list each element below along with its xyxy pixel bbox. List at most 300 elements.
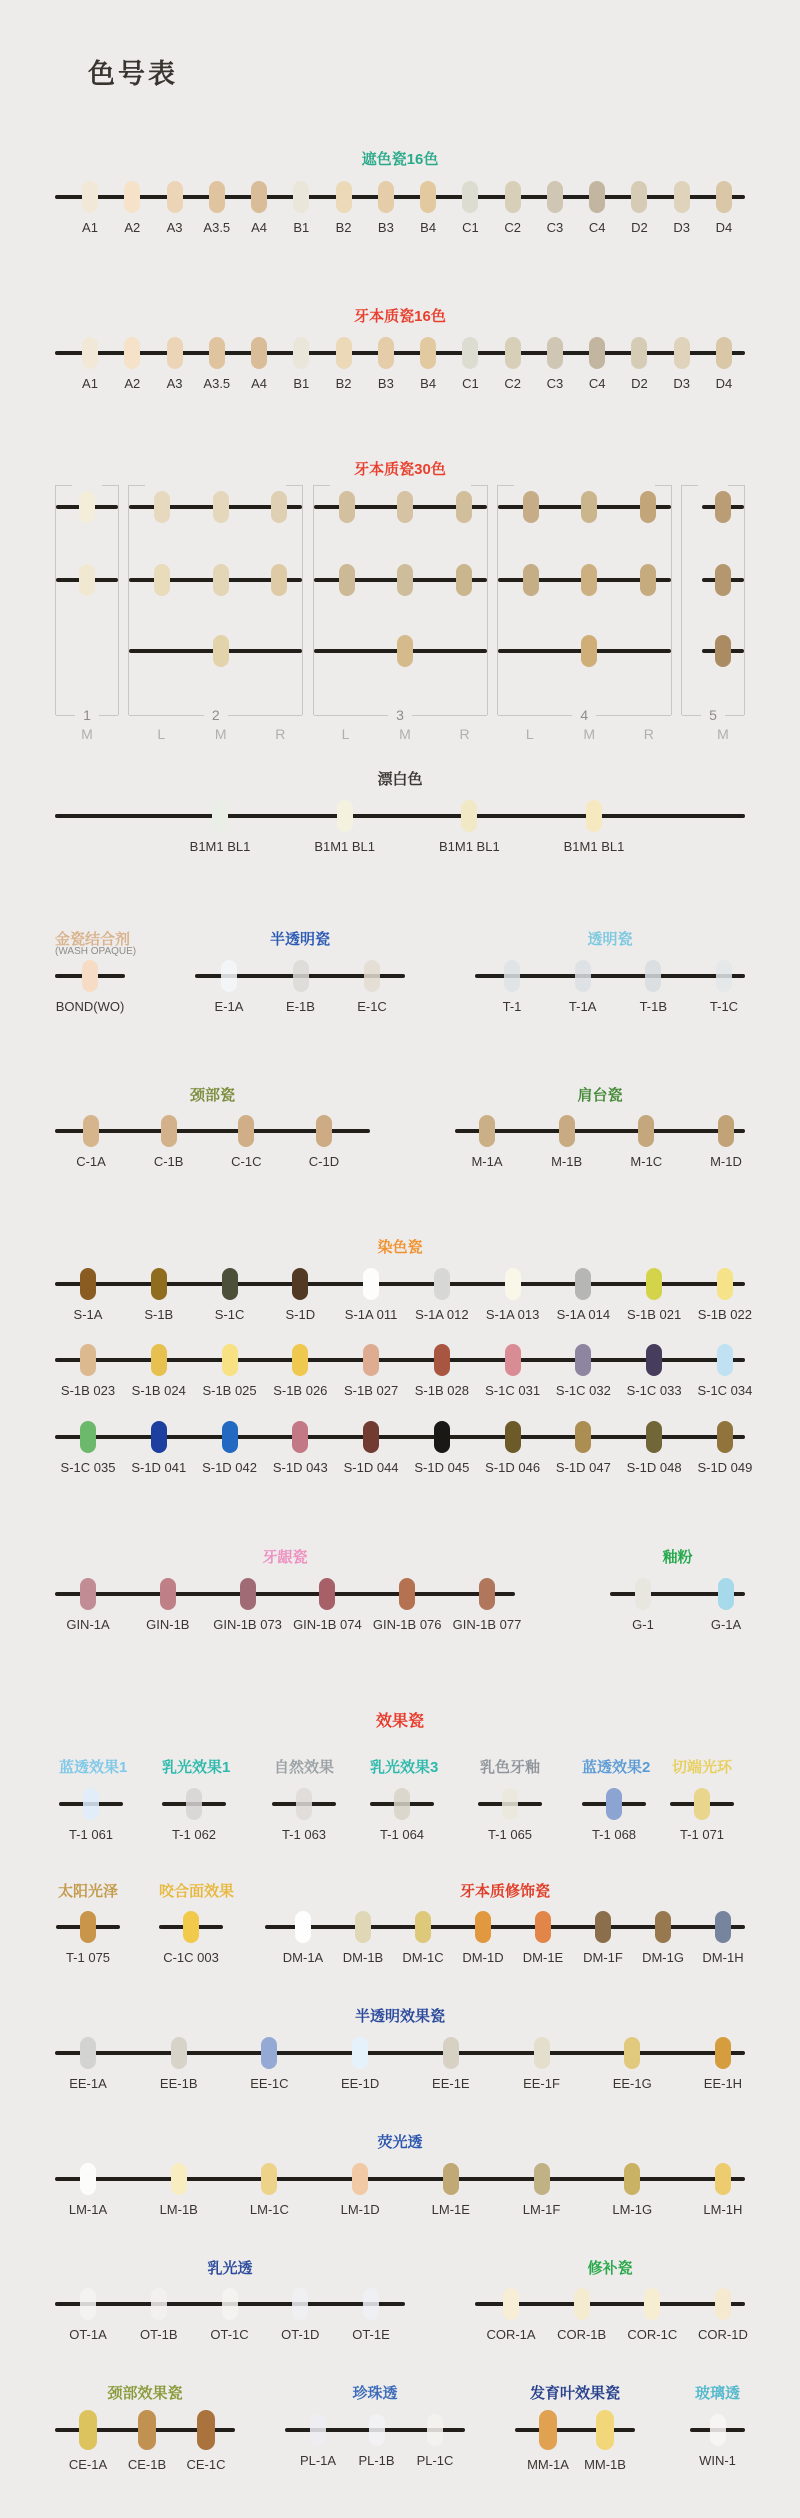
shade-tab [539,2410,557,2450]
shade-tab [79,564,95,596]
shade-tab-item [462,337,478,392]
shade-tab-label: B4 [420,376,437,391]
shade-tab-item [352,2288,390,2343]
shade-tab-label: OT-1C [210,2327,249,2342]
shade-tab-label: DM-1F [583,1950,623,1965]
shade-tab [535,1911,551,1943]
shade-row [56,491,118,546]
shade-tab [352,2163,368,2195]
section-glaze [610,1548,745,1633]
column-letter: R [275,726,286,742]
glass-title: 玻璃透 [694,2385,740,2402]
shade-tab-label: A2 [124,376,141,391]
shade-tab-label: S-1D 041 [131,1460,187,1475]
shade-tab [271,564,287,596]
shade-tab-item [589,337,605,392]
shade-tab [456,564,472,596]
section-semi-transparent [195,930,405,1015]
effect-halo-title: 切端光环 [671,1759,732,1776]
shade-tab-item [547,181,563,236]
section-sun-luster [56,1882,120,1966]
shade-tab-label: B3 [377,376,394,391]
shade-tab-label: S-1D [285,1307,316,1322]
shade-tab-item [124,181,140,236]
group-position-row [497,726,672,742]
shade-tab [82,181,98,213]
section-transparent [475,930,745,1015]
shade-tab-label: DM-1B [342,1950,384,1965]
bracket-line [129,715,204,716]
shade-tab-label: B1M1 BL1 [563,839,625,854]
shade-tab-item [127,2410,167,2473]
shade-tab [716,181,732,213]
shade-tab [369,2414,385,2446]
shade-tab-item [214,1268,245,1323]
transparent-title: 透明瓷 [587,931,633,948]
shade-tab-item [583,1911,623,1966]
shade-tab-item [82,181,98,236]
shade-tab [292,2288,308,2320]
shade-tab-item [563,800,625,855]
column-letter: M [717,726,729,742]
shade-row [55,1421,753,1476]
section-effect-opal1 [162,1758,231,1843]
shade-tab-item [189,800,251,855]
shade-tab-item [414,1344,469,1399]
shade-tab-item [68,2163,108,2218]
shade-tab-label: B2 [335,220,352,235]
shade-tab [505,1268,521,1300]
column-letter: R [459,726,470,742]
shade-tab [581,491,597,523]
shade-tab-item [627,1268,682,1323]
shade-tab-item [471,1115,503,1170]
shade-tab-item [213,1578,282,1633]
shade-row [498,491,671,546]
shade-tab [718,1115,734,1147]
margin-title: 肩台瓷 [577,1087,623,1104]
shade-tab-item [402,1911,444,1966]
shade-tab-item [249,2163,289,2218]
shade-tab [716,337,732,369]
group-number: 2 [211,707,220,723]
shade-row [455,1115,745,1170]
section-effect-blue2 [582,1758,651,1843]
opaque-16-title: 遮色瓷16色 [361,151,439,168]
shade-row [162,1788,226,1843]
shade-tab [456,491,472,523]
shade-tab-item [584,2410,626,2473]
shade-line [455,1129,745,1133]
column-letter: M [583,726,596,742]
shade-tab-item [340,2037,380,2092]
shade-tab [336,337,352,369]
shade-tab-label: S-1A 011 [344,1307,398,1322]
shade-tab-label: S-1B [144,1307,174,1322]
shade-tab-label: D4 [715,376,733,391]
shade-row [56,1911,120,1966]
shade-group-5 [681,485,745,742]
shade-tab [502,1788,518,1820]
shade-row [498,635,671,690]
shade-tab-label: T-1 [502,999,522,1014]
shade-tab [363,1268,379,1300]
shade-row [702,491,744,546]
group-number: 1 [83,707,91,723]
shade-tab-label: T-1 061 [68,1827,114,1842]
shade-tab [635,1578,651,1610]
shade-tab [167,337,183,369]
shade-tab-item [273,1344,328,1399]
shade-tab [715,2037,731,2069]
shade-tab-label: MM-1B [584,2457,626,2472]
shade-tab [295,1911,311,1943]
shade-tab-item [523,2037,560,2092]
shade-tab [151,1421,167,1453]
shade-tab-label: S-1B 023 [60,1383,116,1398]
shade-tab-item [202,1421,257,1476]
shade-tab [479,1578,495,1610]
shade-tab-label: C3 [546,376,564,391]
shade-tab [238,1115,254,1147]
shade-tab-item [372,1578,442,1633]
section-stain [55,1238,753,1476]
shade-tab-item [69,2037,107,2092]
group-number-row [682,707,744,723]
shade-tab [586,800,602,832]
shade-tab-item [286,960,315,1015]
shade-tab-label: S-1B 025 [202,1383,257,1398]
section-gingival [55,1548,522,1633]
shade-tab-item [167,337,183,392]
shade-tab-item [358,2414,395,2469]
section-pearl [285,2384,465,2469]
shade-tab-label: S-1B 027 [343,1383,399,1398]
shade-row [314,491,487,546]
semi-transparent-effect-title: 半透明效果瓷 [354,2008,445,2025]
shade-tab-item [339,491,355,546]
shade-tab [222,1344,238,1376]
shade-tab [316,1115,332,1147]
shade-tab-item [213,564,229,619]
shade-tab-item [551,1115,583,1170]
shade-tab [644,2288,660,2320]
shade-tab [222,2288,238,2320]
shade-tab [547,337,563,369]
shade-tab-item [674,181,690,236]
bracket-line [314,715,389,716]
shade-tab-item [144,1268,174,1323]
section-effect-enamel [478,1758,542,1843]
shade-tab-item [203,181,231,236]
shade-tab [717,1421,733,1453]
shade-tab-label: C-1B [153,1154,184,1169]
shade-tab [574,2288,590,2320]
shade-tab-item [679,1788,725,1843]
shade-row [478,1788,542,1843]
shade-tab [505,181,521,213]
shade-tab-item [357,960,387,1015]
shade-line [55,2051,745,2055]
shade-tab-label: BOND(WO) [55,999,125,1014]
shade-row [55,960,125,1015]
shade-row [55,1344,753,1399]
shade-line [265,1925,745,1929]
shade-tab [80,2288,96,2320]
shade-tab [80,2037,96,2069]
shade-tab-item [282,1911,324,1966]
shade-tab-item [378,181,394,236]
shade-tab [79,491,95,523]
shade-tab-item [568,960,597,1015]
shade-tab [443,2163,459,2195]
shade-tab-item [523,564,539,619]
shade-tab-label: GIN-1B [146,1617,190,1632]
shade-tab-label: S-1B 028 [414,1383,469,1398]
shade-tab-item [626,1421,682,1476]
section-effects [0,1712,800,1732]
shade-tab [575,1268,591,1300]
shade-tab [80,1578,96,1610]
shade-tab-label: LM-1F [522,2202,561,2217]
shade-tab-item [505,337,521,392]
shade-tab-item [251,337,267,392]
shade-tab-item [527,2410,569,2473]
effect-opal1-title: 乳光效果1 [162,1759,231,1776]
shade-tab-label: A1 [82,220,98,235]
shade-tab-label: G-1A [710,1617,742,1632]
shade-tab-label: B1 [293,376,310,391]
shade-tab [624,2037,640,2069]
column-letter: L [525,726,534,742]
group-number-row [129,707,302,723]
shade-tab-label: B1M1 BL1 [438,839,500,854]
shade-tab-label: PL-1A [299,2453,337,2468]
shade-tab-label: S-1D 045 [414,1460,470,1475]
shade-tab [397,564,413,596]
shade-tab [710,2414,726,2446]
section-bleach [55,770,745,855]
shade-group-1 [55,485,119,742]
section-effect-blue1 [59,1758,128,1843]
shade-tab [715,635,731,667]
shade-tab-label: D2 [631,220,648,235]
shade-tab-item [131,1421,187,1476]
shade-tab-item [82,337,98,392]
shade-tab-item [379,1788,425,1843]
shade-tab-item [612,2037,652,2092]
shade-tab-label: LM-1G [612,2202,653,2217]
shade-tab [503,2288,519,2320]
shade-tab-item [154,564,170,619]
shade-tab-label: COR-1A [486,2327,536,2342]
shade-tab-label: C-1C 003 [163,1950,219,1965]
shade-tab-label: T-1 065 [487,1827,533,1842]
shade-tab-item [631,337,647,392]
shade-tab-item [66,1578,110,1633]
shade-row [129,635,302,690]
gingival-title: 牙龈瓷 [262,1549,308,1566]
shade-tab-label: E-1A [214,999,244,1014]
shade-tab [209,181,225,213]
shade-tab-label: GIN-1B 073 [213,1617,282,1632]
shade-tab-item [60,1421,116,1476]
shade-tab-item [159,2163,198,2218]
shade-row [129,564,302,619]
group-number-row [56,707,118,723]
shade-tab-label: D4 [715,220,733,235]
shade-tab [646,1344,662,1376]
shade-tab-item [68,1788,114,1843]
shade-tab-item [456,491,472,546]
shade-tab-item [557,2288,607,2343]
shade-tab [674,337,690,369]
shade-tab [504,960,520,992]
shade-tab-label: M-1C [630,1154,663,1169]
shade-tab-label: S-1B 026 [273,1383,328,1398]
shade-tab-label: S-1C 032 [555,1383,611,1398]
shade-row [55,1578,522,1633]
shade-tab-item [547,337,563,392]
opal-translucent-title: 乳光透 [207,2260,253,2277]
shade-tab [167,181,183,213]
dentin-16-title: 牙本质瓷16色 [354,308,446,325]
shade-tab-item [522,2163,561,2218]
shade-groups [55,485,745,742]
shade-tab [80,1421,96,1453]
shade-tab [674,181,690,213]
shade-tab-label: EE-1G [612,2076,652,2091]
shade-tab [363,2288,379,2320]
shade-tab-item [702,1911,744,1966]
shade-tab-item [555,1421,611,1476]
section-opal-translucent [55,2259,405,2343]
shade-tab-label: B1 [293,220,310,235]
shade-tab-item [697,1344,753,1399]
shade-tab-item [281,1788,327,1843]
cervical-title: 颈部瓷 [189,1087,235,1104]
shade-tab [222,1421,238,1453]
shade-tab-label: LM-1H [703,2202,743,2217]
section-fluorescent [55,2133,745,2218]
effect-natural-title: 自然效果 [273,1759,334,1776]
shade-tab-label: LM-1A [68,2202,108,2217]
shade-tab-label: EE-1B [159,2076,198,2091]
shade-tab-label: S-1D 043 [272,1460,328,1475]
shade-tab-item [420,181,436,236]
bond-title: 金瓷结合剂 [55,931,131,948]
shade-tab-label: E-1C [357,999,387,1014]
shade-tab-label: S-1C [214,1307,245,1322]
shade-tab-item [697,1268,752,1323]
shade-tab-label: DM-1D [462,1950,504,1965]
shade-tab-item [163,1911,219,1966]
shade-tab-label: A4 [251,220,268,235]
shade-tab-item [68,2410,108,2473]
shade-tab-label: OT-1A [69,2327,107,2342]
shade-tab-item [65,1911,111,1966]
shade-row [59,1788,123,1843]
shade-tab [434,1268,450,1300]
shade-tab-label: S-1B 022 [697,1307,752,1322]
shade-tab [523,491,539,523]
section-dentin-16 [55,307,745,392]
shade-tab-label: OT-1D [281,2327,320,2342]
shade-tab-label: S-1C 035 [60,1460,116,1475]
shade-tab-item [213,491,229,546]
effects-title: 效果瓷 [375,1713,424,1730]
shade-tab [575,960,591,992]
shade-tab-item [231,1115,262,1170]
section-cervical-effect [55,2384,235,2473]
shade-tab-item [213,635,229,690]
shade-tab-label: COR-1C [627,2327,678,2342]
shade-row [129,491,302,546]
shade-tab [151,1268,167,1300]
shade-tab-label: LM-1E [431,2202,470,2217]
shade-tab [293,337,309,369]
shade-tab [363,1344,379,1376]
shade-tab-label: EE-1C [250,2076,289,2091]
shade-tab [83,1115,99,1147]
shade-tab [213,635,229,667]
shade-tab-label: EE-1F [523,2076,560,2091]
shade-tab-item [214,960,244,1015]
shade-tab-item [340,2163,380,2218]
shade-tab-item [203,337,231,392]
shade-tab-label: S-1D 047 [555,1460,611,1475]
shade-group-4 [497,485,672,742]
shade-tab-item [153,1115,184,1170]
shade-tab-label: C-1A [76,1154,106,1169]
shade-row [55,181,745,236]
shade-tab-item [640,491,656,546]
shade-tab [715,1911,731,1943]
shade-row [55,800,745,855]
group-number-row [498,707,671,723]
shade-tab [420,337,436,369]
shade-tab [523,564,539,596]
shade-tab [596,2410,614,2450]
group-position-row [55,726,119,742]
shade-tab-label: C2 [504,220,521,235]
shade-tab [161,1115,177,1147]
shade-tab [378,181,394,213]
shade-tab [261,2037,277,2069]
shade-tab [212,800,228,832]
group-row-spacer [56,635,118,690]
shade-tab-label: CE-1B [127,2457,167,2472]
shade-tab [479,1115,495,1147]
bracket-line [412,715,487,716]
shade-tab-label: WIN-1 [699,2453,736,2468]
column-letter: M [214,726,227,742]
shade-tab [434,1344,450,1376]
shade-tab [83,1788,99,1820]
shade-tab [251,181,267,213]
shade-tab-label: T-1 071 [679,1827,725,1842]
shade-tab-item [631,181,647,236]
shade-tab-label: LM-1B [159,2202,198,2217]
dentin-modifier-title: 牙本质修饰瓷 [459,1883,550,1900]
shade-tab-item [456,635,472,690]
shade-tab [197,2410,215,2450]
section-bond [55,930,137,1015]
shade-tab-item [486,2288,536,2343]
shade-tab [606,1788,622,1820]
shade-row [55,2037,745,2092]
bracket-line [228,715,303,716]
